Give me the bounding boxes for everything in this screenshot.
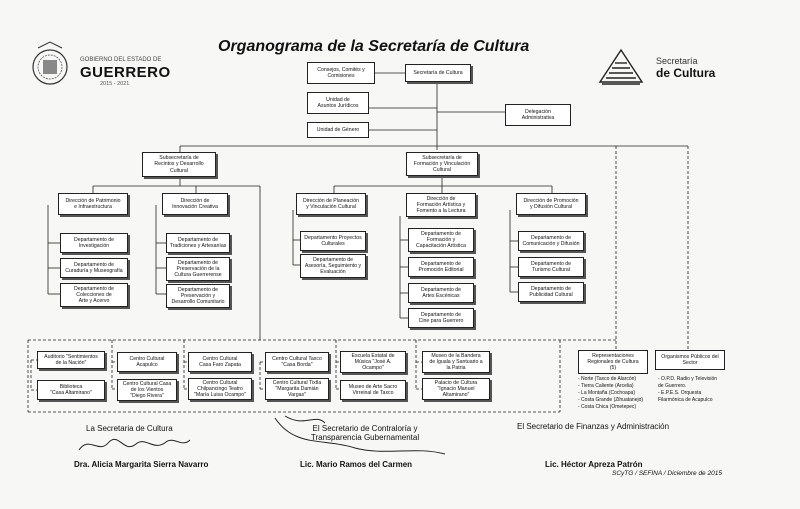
box-dept-proyectos: Departamento Proyectos Culturales xyxy=(300,231,366,251)
box-dept-escenicas: Departamento de Artes Escénicas xyxy=(408,283,474,303)
sig-finanzas-title: El Secretario de Finanzas y Administración xyxy=(517,422,670,431)
box-cc-chilpancingo: Centro Cultural Chilpancingo Teatro "María Luisa Ocampo" xyxy=(188,378,252,400)
box-dept-comunicacion: Departamento de Comunicación y Difusión xyxy=(518,231,584,251)
guerrero-logo xyxy=(30,40,70,95)
box-cc-acapulco: Centro Cultural Acapulco xyxy=(117,352,177,372)
secretaria-logo xyxy=(596,46,646,88)
box-cc-tixtla: Centro Cultural Tixtla "Margarita Damián Vargas" xyxy=(265,378,329,400)
box-dept-preservacion-guerrerense: Departamento de Preservación de la Cultura Guerrerense xyxy=(166,257,230,281)
box-museo-arte-sacro: Museo de Arte Sacro Virreinal de Taxco xyxy=(340,380,406,400)
box-dept-publicidad: Departamento de Publicidad Cultural xyxy=(518,282,584,302)
box-dept-investigacion: Departamento de Investigación xyxy=(60,233,128,253)
list-item: - O.P.D. Radio y Televisión xyxy=(658,376,718,382)
gov-line1: GOBIERNO DEL ESTADO DE xyxy=(80,57,162,63)
signature-contraloria xyxy=(265,408,455,458)
gov-years: 2015 - 2021 xyxy=(100,81,130,87)
box-secretaria: Secretaría de Cultura xyxy=(405,64,471,82)
regional-list xyxy=(578,376,643,411)
list-item: de Guerrero. xyxy=(658,383,687,389)
box-escuela-musica: Escuela Estatal de Música "José A. Ocampo" xyxy=(340,351,406,373)
box-dir-innovacion: Dirección de Innovación Creativa xyxy=(162,193,228,215)
list-item: - Norte (Taxco de Alarcón) xyxy=(578,376,637,382)
secretaria-line1: Secretaría xyxy=(656,56,698,66)
list-item: Filarmónica de Acapulco xyxy=(658,397,713,403)
list-item: - Tierra Caliente (Arcelia) xyxy=(578,383,634,389)
box-dept-editorial: Departamento de Promoción Editorial xyxy=(408,257,474,277)
list-item: - Costa Grande (Zihuatanejo) xyxy=(578,397,644,403)
box-dir-patrimonio: Dirección de Patrimonio e Infraestructura xyxy=(58,193,128,215)
signature-cultura xyxy=(74,430,194,460)
organismos-list xyxy=(658,376,717,404)
box-cc-faro: Centro Cultural Casa Faro Zapata xyxy=(188,352,252,372)
box-dept-colecciones: Departamento de Colecciones de Arte y Acervo xyxy=(60,283,128,307)
box-delegacion: Delegación Administrativa xyxy=(505,104,571,126)
sig-contraloria-title: El Secretario de Contraloría y Transparencia Gubernamental xyxy=(310,424,420,442)
box-dir-promocion: Dirección de Promoción y Difusión Cultural xyxy=(516,193,586,215)
secretaria-emblem-icon xyxy=(596,46,646,88)
box-dept-asesoria: Departamento de Asesoría, Seguimiento y Evaluación xyxy=(300,254,366,278)
footer-text: SCyTG / SEFINA / Diciembre de 2015 xyxy=(612,470,722,477)
sig-cultura-title: La Secretaria de Cultura xyxy=(86,424,173,433)
box-dept-cine: Departamento de Cine para Guerrero xyxy=(408,308,474,328)
box-dept-turismo: Departamento de Turismo Cultural xyxy=(518,257,584,277)
box-dept-curaduria: Departamento de Curaduría y Museografía xyxy=(60,258,128,278)
box-cc-taxco: Centro Cultural Taxco "Casa Borda" xyxy=(265,352,329,372)
box-genero: Unidad de Género xyxy=(307,122,369,138)
box-consejos: Consejos, Comités y Comisiones xyxy=(307,62,375,84)
box-dept-tradiciones: Departamento de Tradiciones y Artesanías xyxy=(166,233,230,253)
box-regional: Representaciones Regionales de Cultura (5) xyxy=(578,350,648,374)
guerrero-seal-icon xyxy=(30,40,70,95)
sig-contraloria-name: Lic. Mario Ramos del Carmen xyxy=(300,460,413,469)
gov-name: GUERRERO xyxy=(80,64,171,81)
box-cc-casa-vientos: Centro Cultural Casa de los Vientos "Diego Rivera" xyxy=(117,379,177,401)
box-dir-formacion: Dirección de Formación Artística y Fomento a la Lectura xyxy=(406,193,476,217)
box-subsec-formacion: Subsecretaría de Formación y Vinculación Cultural xyxy=(406,152,478,176)
sig-finanzas-name: Lic. Héctor Apreza Patrón xyxy=(545,460,643,469)
box-biblioteca: Biblioteca "Casa Altamirano" xyxy=(37,380,105,400)
box-museo-bandera: Museo de la Bandera de Iguala y Santuario a la Patria xyxy=(422,351,490,373)
box-auditorio: Auditorio "Sentimientos de la Nación" xyxy=(37,351,105,369)
box-dir-planeacion: Dirección de Planeación y Vinculación Cultural xyxy=(296,193,366,215)
box-organismos: Organismos Públicos del Sector xyxy=(655,350,725,370)
page-title: Organograma de la Secretaría de Cultura xyxy=(218,38,530,55)
box-palacio-cultura: Palacio de Cultura "Ignacio Manuel Altamirano" xyxy=(422,378,490,400)
box-dept-preservacion-desarrollo: Departamento de Preservación y Desarrollo Comunitario xyxy=(166,284,230,308)
sig-cultura-name: Dra. Alicia Margarita Sierra Navarro xyxy=(74,460,209,469)
box-dept-capacitacion: Departamento de Formación y Capacitación Artística xyxy=(408,228,474,252)
list-item: - Costa Chica (Ometepec) xyxy=(578,404,637,410)
secretaria-line2: de Cultura xyxy=(656,66,716,80)
box-subsec-recintos: Subsecretaría de Recintos y Desarrollo Cultural xyxy=(142,152,216,177)
list-item: - E.P.E.S. Orquesta xyxy=(658,390,702,396)
box-juridicos: Unidad de Asuntos Jurídicos xyxy=(307,92,369,114)
list-item: - La Montaña (Cochoapa) xyxy=(578,390,635,396)
